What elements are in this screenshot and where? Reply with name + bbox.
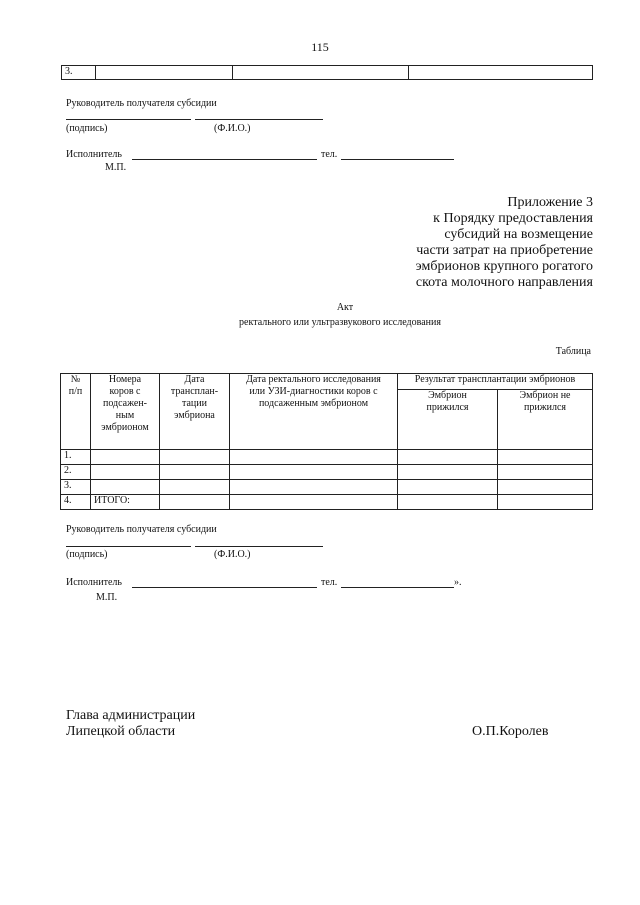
row-number: 2.: [61, 465, 91, 480]
row-number: 1.: [61, 450, 91, 465]
table-row: [61, 465, 593, 480]
top-table: [61, 65, 593, 80]
header-result: Результат трансплантации эмбрионов: [398, 374, 593, 390]
name-caption: (Ф.И.О.): [214, 549, 251, 560]
page-number: 115: [311, 40, 329, 54]
total-row: [61, 495, 593, 510]
appendix-line: Приложение 3: [507, 195, 593, 210]
footer-signatory: О.П.Королев: [472, 724, 549, 739]
footer-position-line1: Глава администрации: [66, 708, 196, 723]
stamp-label: М.П.: [96, 592, 118, 603]
header-row: [61, 374, 593, 390]
closing-quote: ».: [454, 577, 462, 588]
phone-line: [341, 587, 454, 588]
appendix-line: к Порядку предоставления: [433, 211, 593, 226]
table-row: [61, 450, 593, 465]
head-label: Руководитель получателя субсидии: [66, 524, 217, 535]
head-label: Руководитель получателя субсидии: [66, 98, 217, 109]
executor-label: Исполнитель: [66, 149, 122, 160]
total-label: ИТОГО:: [91, 495, 160, 510]
header-took: Эмбрион прижился: [398, 390, 498, 450]
executor-line: [132, 159, 317, 160]
signature-caption: (подпись): [66, 123, 108, 134]
main-table: [60, 373, 593, 510]
row-number: 4.: [61, 495, 91, 510]
signature-caption: (подпись): [66, 549, 108, 560]
header-exam: Дата ректального исследования или УЗИ-диагностики коров с подсаженным эмбрионом: [230, 374, 398, 450]
header-date: Дата трансплан- тации эмбриона: [160, 374, 230, 450]
stamp-label: М.П.: [105, 162, 127, 173]
header-cows: Номера коров с подсажен- ным эмбрионом: [91, 374, 160, 450]
name-caption: (Ф.И.О.): [214, 123, 251, 134]
table-row: [62, 66, 593, 80]
header-num: № п/п: [61, 374, 91, 450]
executor-line: [132, 587, 317, 588]
phone-label: тел.: [321, 149, 338, 160]
executor-label: Исполнитель: [66, 577, 122, 588]
table-row: [61, 480, 593, 495]
name-line: [195, 546, 323, 547]
appendix-heading: [293, 195, 593, 291]
appendix-line: субсидий на возмещение: [444, 227, 593, 242]
phone-label: тел.: [321, 577, 338, 588]
row-number: 3.: [61, 480, 91, 495]
act-subtitle: ректального или ультразвукового исследования: [239, 317, 441, 328]
footer-position-line2: Липецкой области: [66, 724, 176, 739]
signature-line: [66, 119, 191, 120]
header-not-took: Эмбрион не прижился: [498, 390, 593, 450]
signature-line: [66, 546, 191, 547]
phone-line: [341, 159, 454, 160]
act-title: Акт: [336, 302, 354, 313]
table-label: Таблица: [555, 346, 591, 357]
row-number: 3.: [62, 66, 96, 80]
appendix-line: части затрат на приобретение: [416, 243, 593, 258]
name-line: [195, 119, 323, 120]
appendix-line: эмбрионов крупного рогатого: [415, 259, 593, 274]
appendix-line: скота молочного направления: [415, 275, 593, 290]
